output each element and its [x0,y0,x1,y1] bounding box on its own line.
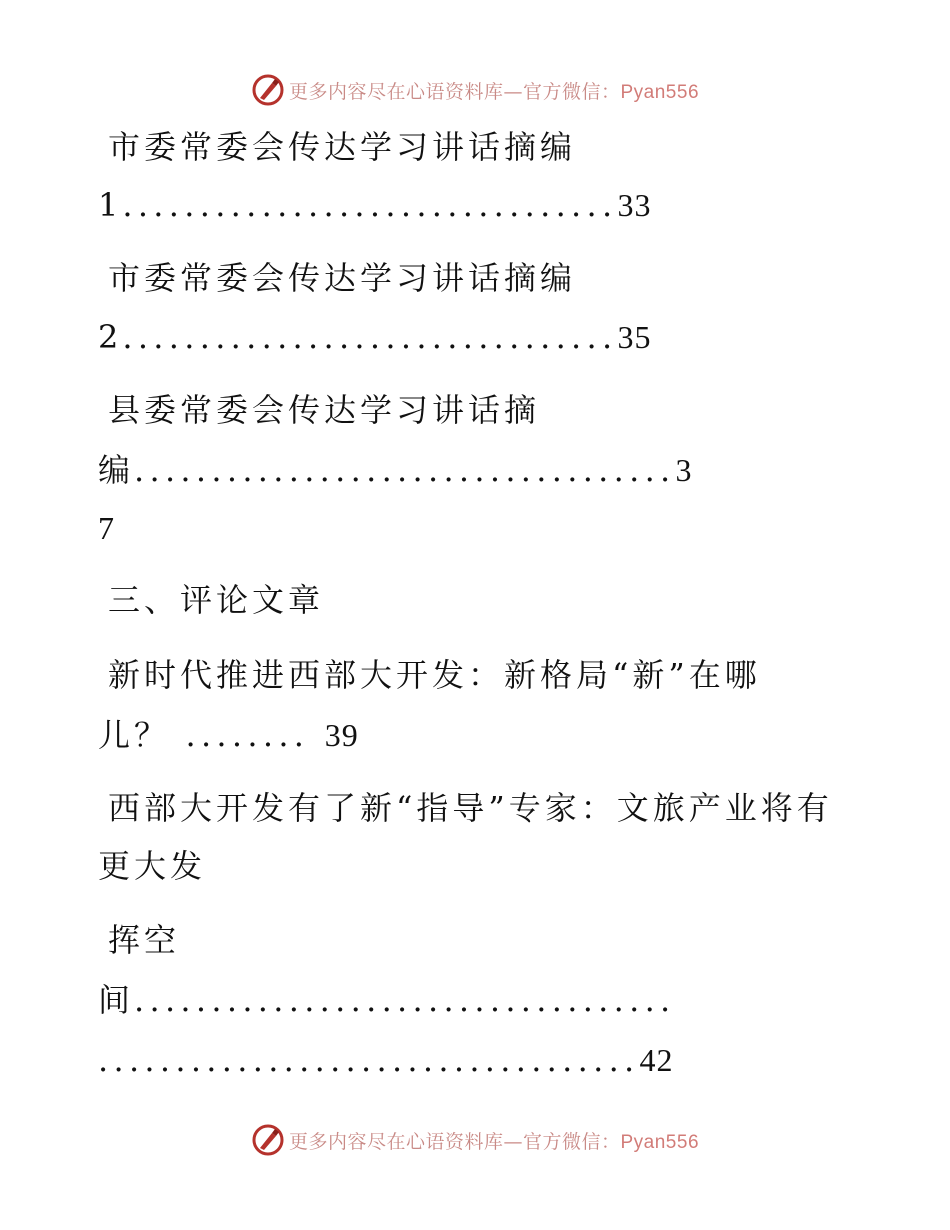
toc-entry-title: 县委常委会传达学习讲话摘 [108,391,541,429]
watermark-text: 更多内容尽在心语资料库—官方微信：Pyan556 [288,80,700,103]
section-heading: 三、评论文章 [108,581,325,619]
toc-entry-title: 新时代推进西部大开发：新格局“新”在哪 [108,656,761,694]
page-number: 42 [639,1042,674,1078]
watermark-footer [0,1120,950,1160]
page-number: 39 [324,717,359,753]
toc-entry-leader: 儿？ ........ 39 [98,716,359,754]
wechat-id: Pyan556 [620,1131,700,1153]
page-number: 35 [617,319,652,355]
toc-entry-leader: 2................................35 [98,318,652,356]
toc-entry-leader: 间................................... [98,981,676,1019]
toc-entry-title-cont: 更大发 [98,847,207,885]
page-number: 33 [617,187,652,223]
toc-entry-leader: 1................................33 [98,186,652,224]
watermark-text: 更多内容尽在心语资料库—官方微信：Pyan556 [288,1130,700,1153]
toc-entry-leader: 编...................................3 [98,451,693,489]
toc-entry-leader: ...................................42 [98,1041,674,1079]
toc-entry-title-cont: 挥空 [108,921,181,959]
page-number-wrap: 7 [98,510,115,546]
wechat-id: Pyan556 [620,81,700,103]
page-number: 3 [675,452,693,488]
pen-logo-icon [251,1123,285,1157]
toc-entry-title: 市委常委会传达学习讲话摘编 [108,259,577,297]
toc-entry-title: 市委常委会传达学习讲话摘编 [108,128,577,166]
toc-entry-title: 西部大开发有了新“指导”专家：文旅产业将有 [108,789,833,827]
